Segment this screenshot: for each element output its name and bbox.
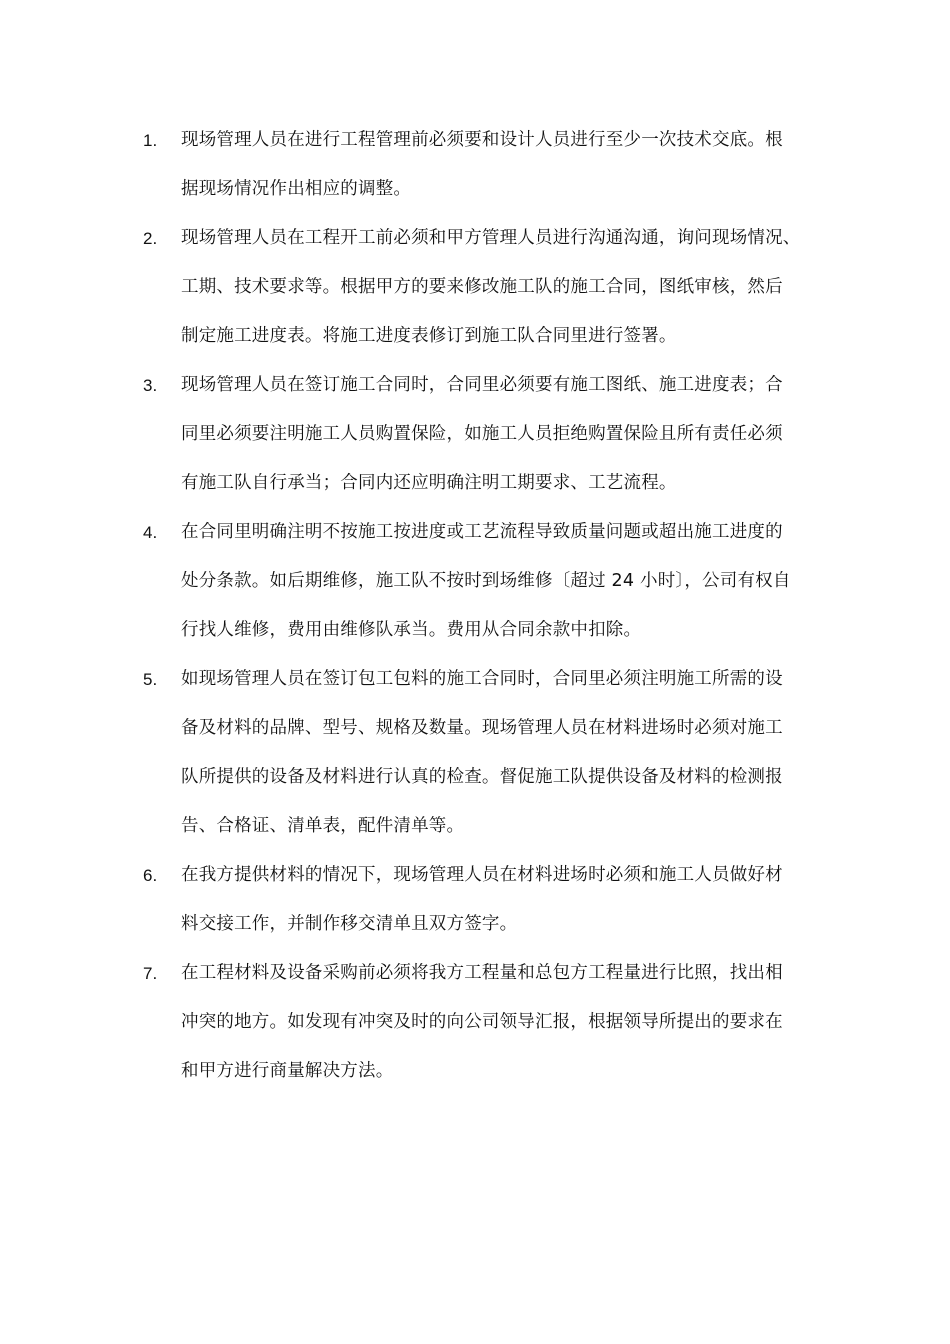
item-text-line: 现场管理人员在进行工程管理前必须要和设计人员进行至少一次技术交底。根 (181, 130, 783, 150)
item-number: 1. (143, 131, 158, 150)
item-text-line: 告、合格证、清单表，配件清单等。 (181, 816, 465, 836)
item-number: 2. (143, 229, 158, 248)
list-item-7 (143, 949, 843, 1096)
list-item-2 (143, 214, 843, 361)
item-text-line: 在工程材料及设备采购前必须将我方工程量和总包方工程量进行比照，找出相 (181, 963, 783, 983)
item-text-line: 备及材料的品牌、型号、规格及数量。现场管理人员在材料进场时必须对施工 (181, 718, 783, 738)
item-number: 6. (143, 866, 158, 885)
numbered-list (143, 116, 843, 1096)
list-item-4 (143, 508, 843, 655)
item-text-line: 据现场情况作出相应的调整。 (181, 179, 412, 199)
item-text-line: 制定施工进度表。将施工进度表修订到施工队合同里进行签署。 (181, 326, 677, 346)
item-number: 3. (143, 376, 158, 395)
item-text-line: 现场管理人员在工程开工前必须和甲方管理人员进行沟通沟通，询问现场情况、 (181, 228, 801, 248)
list-item-6 (143, 851, 843, 949)
item-text-line: 同里必须要注明施工人员购置保险，如施工人员拒绝购置保险且所有责任必须 (181, 424, 783, 444)
item-text-line: 有施工队自行承当；合同内还应明确注明工期要求、工艺流程。 (181, 473, 677, 493)
item-number: 4. (143, 523, 158, 542)
item-text-line: 行找人维修，费用由维修队承当。费用从合同余款中扣除。 (181, 620, 642, 640)
item-text-line: 如现场管理人员在签订包工包料的施工合同时，合同里必须注明施工所需的设 (181, 669, 783, 689)
list-item-3 (143, 361, 843, 508)
list-item-5 (143, 655, 843, 851)
item-text-line: 和甲方进行商量解决方法。 (181, 1061, 394, 1081)
item-text-line: 在我方提供材料的情况下，现场管理人员在材料进场时必须和施工人员做好材 (181, 865, 783, 885)
item-text-line: 冲突的地方。如发现有冲突及时的向公司领导汇报，根据领导所提出的要求在 (181, 1012, 783, 1032)
item-text-line: 工期、技术要求等。根据甲方的要来修改施工队的施工合同，图纸审核，然后 (181, 277, 783, 297)
item-text-line: 队所提供的设备及材料进行认真的检查。督促施工队提供设备及材料的检测报 (181, 767, 783, 787)
item-number: 5. (143, 670, 158, 689)
item-text-line: 料交接工作，并制作移交清单且双方签字。 (181, 914, 518, 934)
item-text-line: 现场管理人员在签订施工合同时，合同里必须要有施工图纸、施工进度表；合 (181, 375, 783, 395)
item-number: 7. (143, 964, 158, 983)
item-text-line: 在合同里明确注明不按施工按进度或工艺流程导致质量问题或超出施工进度的 (181, 522, 783, 542)
list-item-1 (143, 116, 843, 214)
item-text-line: 处分条款。如后期维修，施工队不按时到场维修〔超过 24 小时〕，公司有权自 (181, 571, 791, 591)
